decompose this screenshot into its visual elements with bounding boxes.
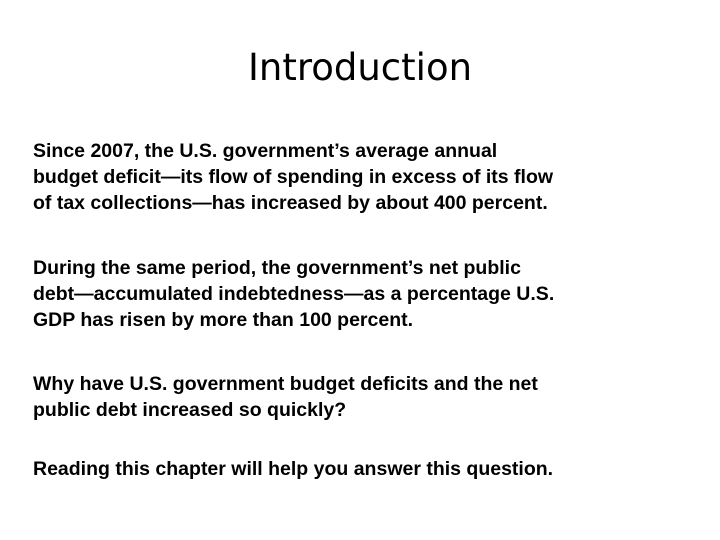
paragraph-public-debt — [33, 255, 693, 333]
paragraph-line: During the same period, the government’s net public — [33, 257, 521, 279]
paragraph-line: Reading this chapter will help you answer this question. — [33, 458, 554, 480]
paragraph-chapter-note — [33, 456, 693, 482]
paragraph-deficit-growth — [33, 138, 693, 216]
slide-title: Introduction — [247, 46, 473, 89]
paragraph-line: debt—accumulated indebtedness—as a percentage U.S. — [33, 283, 555, 305]
paragraph-question — [33, 371, 693, 423]
paragraph-line: GDP has risen by more than 100 percent. — [33, 309, 414, 331]
paragraph-line: Since 2007, the U.S. government’s average annual — [33, 140, 498, 162]
paragraph-line: of tax collections—has increased by about 400 percent. — [33, 192, 548, 214]
paragraph-line: Why have U.S. government budget deficits and the net — [33, 373, 538, 395]
paragraph-line: budget deficit—its flow of spending in excess of its flow — [33, 166, 554, 188]
paragraph-line: public debt increased so quickly? — [33, 399, 347, 421]
